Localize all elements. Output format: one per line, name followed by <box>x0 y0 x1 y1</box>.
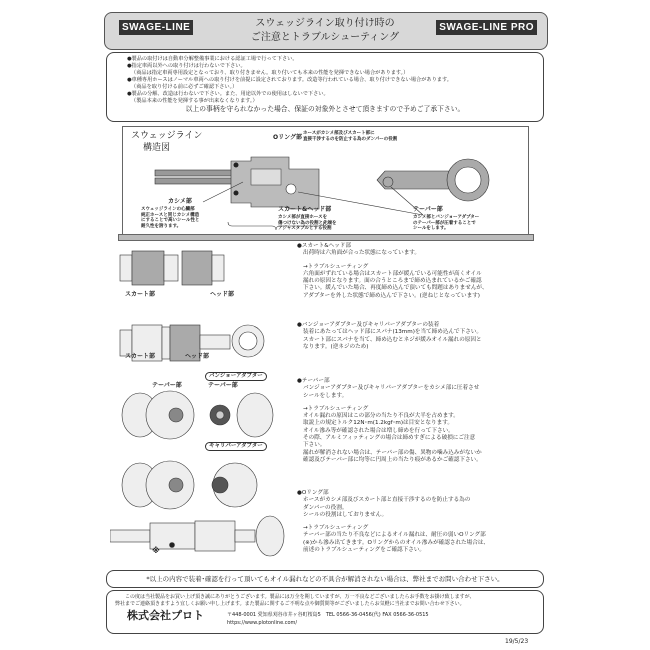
text-line: にすることで高いシール性と <box>141 218 200 223</box>
text-line: 出荷時は六角面が合った状態になっています。 <box>303 250 421 257</box>
document-date: 19/5/23 <box>505 638 529 645</box>
footer-note: *以上の内容で装着･確認を行って頂いてもオイル漏れなどの不具合が解消されない場合は、弊社までお問い合わせ下さい。 <box>106 570 544 588</box>
taper-label-1: テーパー部 <box>152 382 182 389</box>
structure-diagram <box>122 126 529 236</box>
notice-item: ●車種専用ホースはノーマル車両への取り付けを前提に設定されております。改造等行われている場合、取り付けできない場合があります。 <box>127 77 452 83</box>
text-line: ダンパーの役割。 <box>303 504 348 511</box>
notice-final: 以上の事柄を守られなかった場合、保証の対象外とさせて頂きますので予めご了承下さい。 <box>185 105 465 113</box>
skirt-label-1: スカート部 <box>125 291 156 298</box>
thanks-line-1: この度は当社製品をお買い上げ頂き誠にありがとうございます。製品には万全を期していますが、万一不良などございましたらお手数をお掛け致しますが、 <box>125 594 475 600</box>
text-line: テーパー部の当たり不良などによるオイル漏れは、耐圧の弱いOリング部 <box>303 532 486 539</box>
text-line: 確認及びテーパー部に均等に円周上の当たり痕があるかご確認下さい。 <box>303 456 482 463</box>
caliper-adapter-tag: キャリパーアダプター <box>205 442 267 451</box>
kashime-label: カシメ部 <box>168 198 192 205</box>
text-line: 六角面がずれている場合はスカート部が緩んでいる可能性が高くオイル <box>303 270 482 277</box>
text-line: →トラブルシューティング <box>303 405 369 412</box>
text-line: のテーパー部が圧着することで <box>413 220 476 226</box>
text-line: バンジョーアダプター及びキャリパーアダプターをカシメ部に圧着させ <box>303 385 480 392</box>
text-line: カシメ部が直接ホースを <box>278 215 328 220</box>
text-line: オイル漏れの原因はこの部分の当たり不良が大半を占めます。 <box>303 413 459 420</box>
text-line: 取説上の規定トルク12N･m(1.2kgf･m)は目安となります。 <box>303 420 453 427</box>
text-line: 直接干渉するのを防止する為のダンパーの役割 <box>303 136 398 142</box>
text-line: ●テーパー部 <box>297 378 330 384</box>
text-line: 耐久性を誇ります。 <box>141 223 182 229</box>
head-label-1: ヘッド部 <box>210 291 235 298</box>
swageline-logo: SWAGE-LINE <box>119 20 193 35</box>
head-label-2: ヘッド部 <box>185 353 210 360</box>
notice-item: ●製品の分解、改造は行わないで下さい。また、用途以外での使用はしないで下さい。 <box>127 91 329 97</box>
thanks-line-2: 弊社までご連絡頂きますよう宜しくお願い申し上げます。また製品に関するご不明な点や御質問等がございましたらお気軽に当社までお問い合わせ下さい。 <box>115 601 465 607</box>
text-line: 下さい。 <box>303 442 326 449</box>
text-line: アジャスタブルとする役割 <box>278 226 332 231</box>
text-line: アダプターを外した状態で締め込んで下さい。(逆ねじとなっています) <box>303 292 480 299</box>
taper-desc <box>413 215 479 232</box>
divider-band <box>118 234 534 241</box>
company-url[interactable]: https://www.plotonline.com/ <box>227 620 298 626</box>
text-line: 傷つけない為の役割と先端を <box>278 220 337 226</box>
text-line: 漏れの原因となります。面の合うところまで締め込まれているかご確認 <box>303 278 482 285</box>
notice-item: （製品本来の性能を発揮する事が出来なくなります。） <box>131 98 258 104</box>
section-skirt-head <box>297 243 542 300</box>
skirt-head-label: スカート&ヘッド部 <box>278 206 332 213</box>
taper-label-2: テーパー部 <box>208 382 238 389</box>
notice-item: （商品を取り付ける前に必ずご確認下さい。） <box>131 84 238 90</box>
text-line: ホースがカシメ部及びスカート部に <box>303 131 375 136</box>
text-line: その際、アルミフィッティングの場合は締めすぎによる破損にご注意 <box>303 435 476 442</box>
title-line-2: ご注意とトラブルシューティング <box>250 32 400 43</box>
text-line: 下さい。緩んでいた場合、再度締め込んで頂いても問題はありませんが、 <box>303 285 488 292</box>
text-line: シールをします。 <box>413 226 449 231</box>
notice-item: （商品は指定車両専用設定となっており、取り付きません。取り付いても本来の性能を発揮できない場合があります。） <box>131 70 409 76</box>
section-taper <box>297 378 542 464</box>
oring-mark: ※ <box>152 546 160 555</box>
notice-item: ●製品の取付けは自動車分解整備事業における認証工場で行って下さい。 <box>127 56 298 62</box>
text-line: ●スカート&ヘッド部 <box>297 243 351 249</box>
notice-box <box>106 52 544 122</box>
skirt-head-desc <box>278 215 337 232</box>
text-line: なります。(逆ネジのため) <box>303 343 369 350</box>
text-line: 漏れが解消されない場合は、テーパー部の傷、異物の噛み込みがないか <box>303 449 482 456</box>
text-line: シールをします。 <box>303 392 348 399</box>
text-line: 前述のトラブルシューティングをご確認下さい。 <box>303 547 426 554</box>
text-line: (※)から滲み出てきます。Oリングからのオイル滲みが確認された場合は、 <box>303 539 490 546</box>
notice-item: ●指定車両以外への取り付けは行わないで下さい。 <box>127 63 246 69</box>
diagram-subtitle: 構造図 <box>143 143 171 153</box>
text-line: ホースがカシメ部及びスカート部と直接干渉するのを防止する為の <box>303 497 471 504</box>
oring-label: Oリング部 <box>273 134 302 141</box>
text-line: シールの役割はしておりません。 <box>303 511 388 518</box>
title-line-1: スウェッジライン取り付け時の <box>255 18 395 29</box>
text-line: →トラブルシューティング <box>303 263 369 270</box>
text-line: オイル滲み等が確認された場合は増し締めを行って下さい。 <box>303 427 454 434</box>
text-line: スウェッジラインの心臓部 <box>141 207 195 212</box>
company-box <box>106 590 544 634</box>
skirt-label-2: スカート部 <box>125 353 156 360</box>
banjo-adapter-tag: バンジョーアダプター <box>205 372 267 381</box>
page-title <box>225 17 425 45</box>
swageline-pro-logo: SWAGE-LINE PRO <box>436 20 537 35</box>
text-line: ●Oリング部 <box>297 490 329 496</box>
company-name: 株式会社プロト <box>127 609 204 622</box>
section-oring <box>297 490 542 554</box>
section-adapter-install <box>297 322 542 351</box>
text-line: カシメ部とバンジョーアダプター <box>413 215 480 220</box>
diagram-title: スウェッジライン <box>131 131 203 141</box>
company-address: 〒448-0001 愛知県刈谷市井ヶ谷町桜島5 TEL 0566-36-0456(代) FAX 0566-36-0515 <box>227 612 429 618</box>
header-banner <box>104 12 548 50</box>
text-line: スカート部にスパナを当て、締め込むとネジが緩みオイル漏れの原因と <box>303 336 482 343</box>
text-line: 純正ホースと同じカシメ構造 <box>141 212 200 218</box>
text-line: →トラブルシューティング <box>303 525 369 532</box>
kashime-desc <box>141 207 199 229</box>
text-line: 装着にあたってはヘッド部にスパナ(13mm)を当て締め込んで下さい。 <box>303 329 483 336</box>
taper-label: テーパー部 <box>413 206 443 213</box>
text-line: ●バンジョーアダプター及びキャリパーアダプターの装着 <box>297 322 440 328</box>
